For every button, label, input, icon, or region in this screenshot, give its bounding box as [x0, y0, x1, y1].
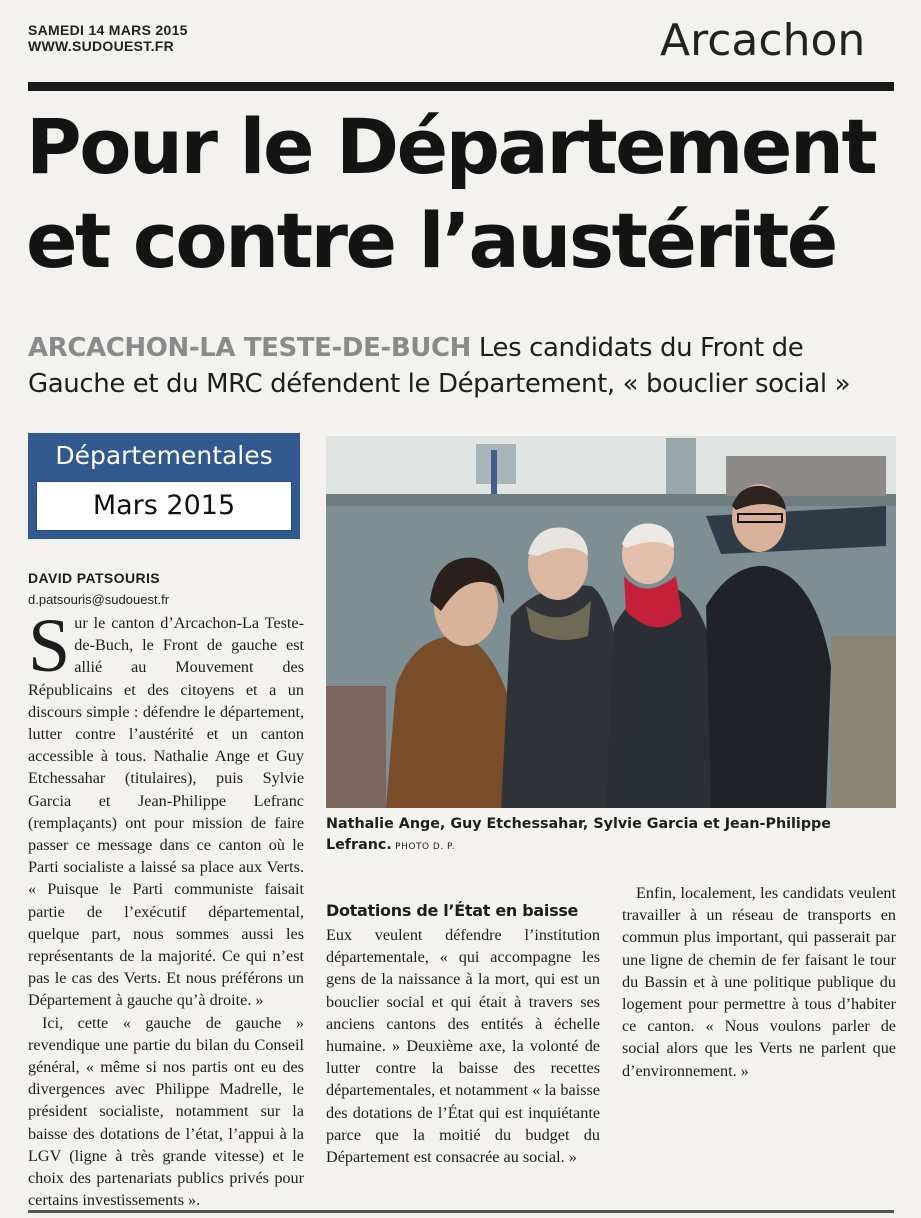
- dateline: [28, 22, 188, 54]
- article-column-3: [622, 882, 896, 1082]
- badge-title: Départementales: [55, 441, 273, 470]
- paragraph-intro: [28, 604, 304, 1012]
- article-subhead: Dotations de l’État en baisse: [326, 901, 579, 920]
- headline: Pour le Département et contre l’austérité: [26, 102, 876, 285]
- kicker-text: Les candidats du Front de Gauche et du MRC défendent le Département, « bouclier social »: [28, 333, 851, 399]
- kicker: [28, 330, 908, 402]
- website-link[interactable]: WWW.SUDOUEST.FR: [28, 38, 175, 54]
- article-column-1: [28, 604, 304, 1211]
- footer-divider: [28, 1210, 894, 1213]
- issue-date: SAMEDI 14 MARS 2015: [28, 22, 188, 38]
- author-name: DAVID PATSOURIS: [28, 570, 161, 586]
- paragraph-transports: Enfin, localement, les candidats veulent travailler à un réseau de transports en commun plus important, qui passerait par une ligne de chemin de fer faisant le tour du Bassin et à une politique publique du logement pour permettre à tous d’habiter ce canton. « Nous voulons parler de social alors que les Verts ne parlent que d’environnement. »: [622, 884, 896, 1080]
- author-email[interactable]: d.patsouris@sudouest.fr: [28, 592, 170, 607]
- paragraph-dotations: Eux veulent défendre l’institution départementale, « qui accompagne les gens de la naissance à la mort, qui est un bouclier social et qui était à travers ses anciens cantons des entités à échelle humaine. » Deuxième axe, la volonté de lutter contre la baisse des recettes départementales, et notamment « la baisse des dotations de l’État qui est inquiétante parce que la moitié du budget du Département est consacrée au social. »: [326, 926, 600, 1167]
- candidates-photo: [326, 436, 896, 808]
- header-divider: [28, 82, 894, 91]
- photo-caption: [326, 814, 896, 858]
- article-column-2: [326, 882, 600, 1168]
- section-title: Arcachon: [660, 15, 866, 66]
- badge-subtitle: Mars 2015: [36, 481, 292, 531]
- election-badge: [28, 433, 300, 539]
- dropcap: S: [28, 604, 71, 688]
- kicker-location: ARCACHON-LA TESTE-DE-BUCH: [28, 333, 471, 363]
- photo-credit: PHOTO D. P.: [391, 842, 455, 852]
- caption-text: Nathalie Ange, Guy Etchessahar, Sylvie Garcia et Jean-Philippe Lefranc.: [326, 816, 831, 853]
- paragraph-gauche: Ici, cette « gauche de gauche » revendique une partie du bilan du Conseil général, « même si nos partis ont eu des divergences avec Philippe Madrelle, le président socialiste, notamment sur la baisse des dotations de l’état, l’appui à la LGV (ligne à très grande vitesse) et le choix des partenariats publics privés pour certains investissements ».: [28, 1013, 304, 1210]
- paragraph-intro-text: ur le canton d’Arcachon-La Teste-de-Buch, le Front de gauche est allié au Mouvement des Républicains et des citoyens et a un discours simple : défendre le département, lutter contre l’austérité et un canton accessible à tous. Nathalie Ange et Guy Etchessahar (titulaires), puis Sylvie Garcia et Jean-Philippe Lefranc (remplaçants) ont pour mission de faire passer ce message dans ce canton où le Parti socialiste a laissé sa place aux Verts. « Puisque le Parti communiste faisait partie de l’exécutif départemental, quelque part, nous sommes aussi les représentants de la majorité. Ce qui n’est pas le cas des Verts. Et nous préférons un Département à gauche qu’à droite. »: [28, 614, 304, 1010]
